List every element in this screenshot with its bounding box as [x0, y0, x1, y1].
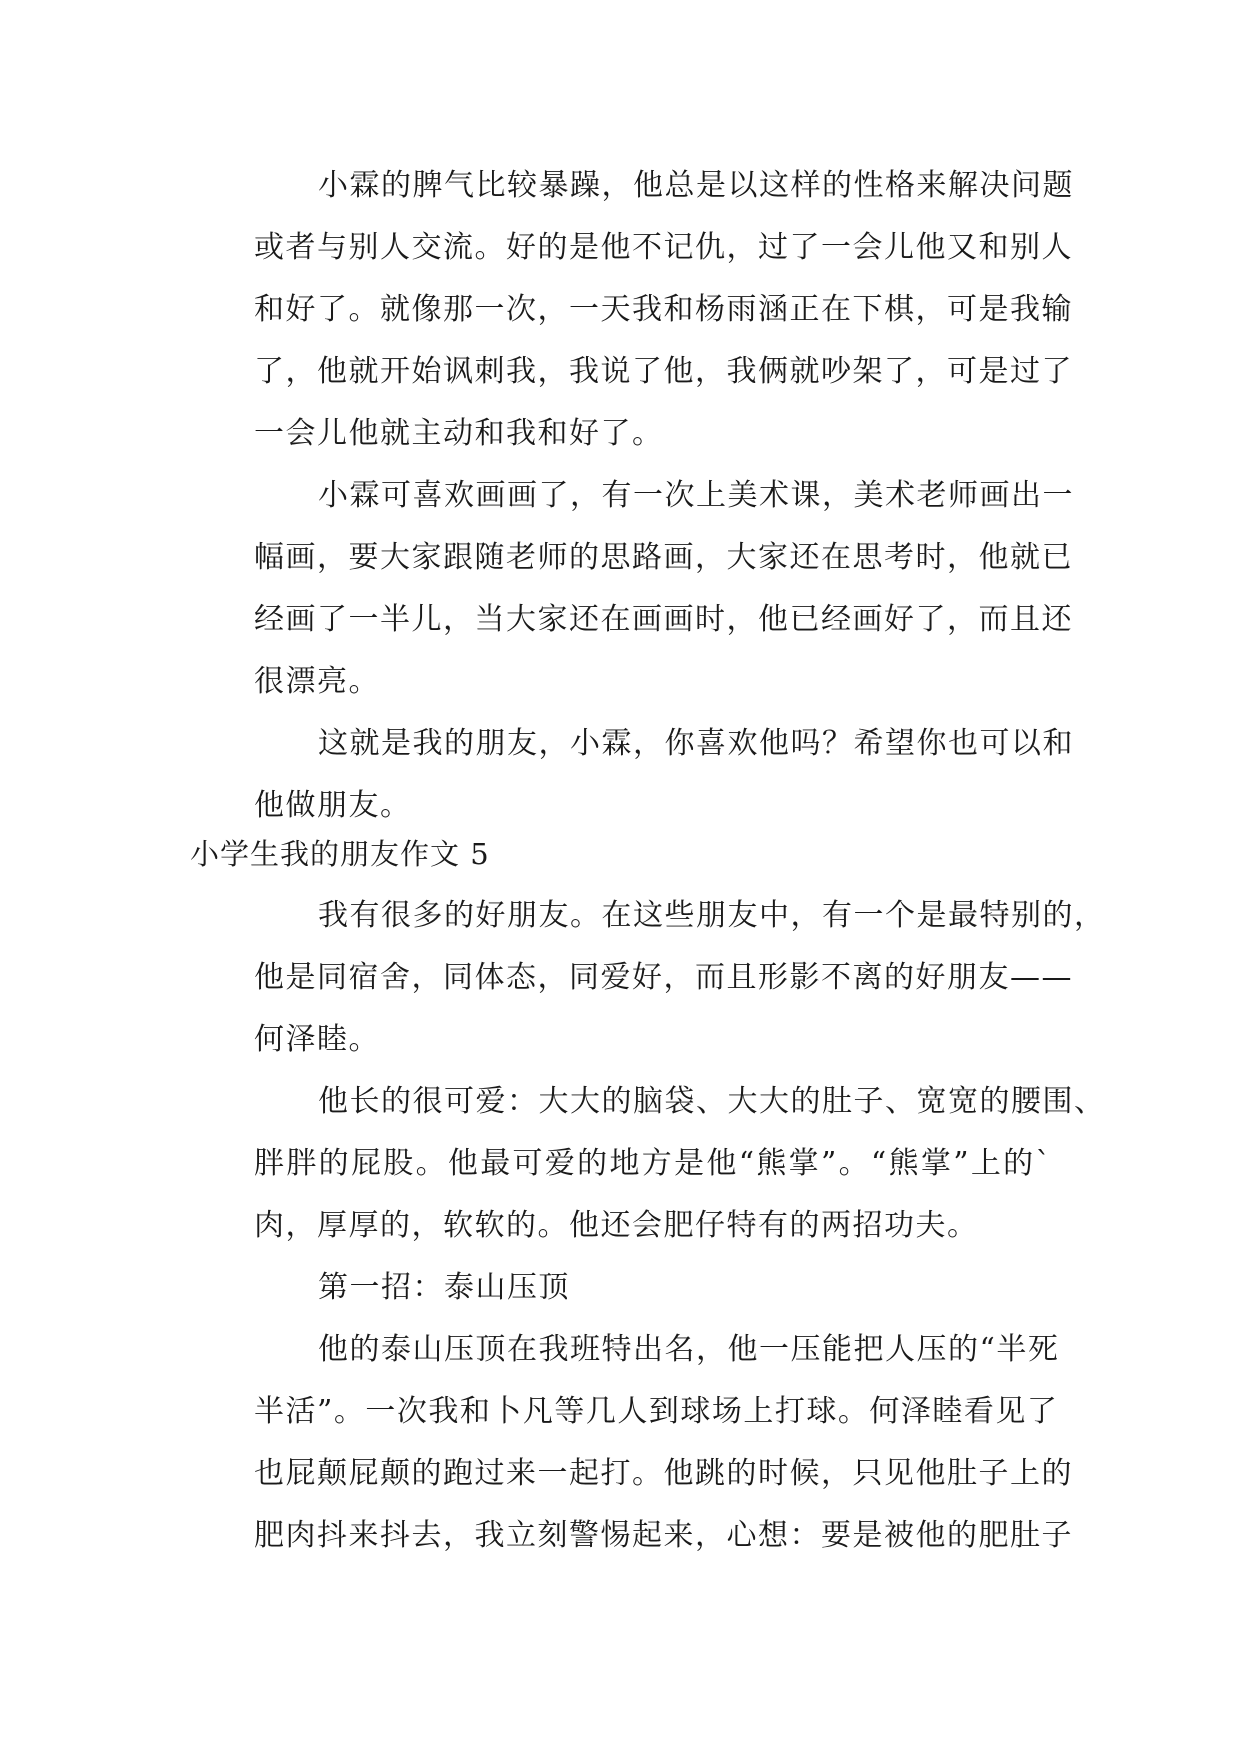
essay-body-top [190, 155, 1074, 837]
section-title: 小学生我的朋友作文 5 [190, 837, 490, 871]
text-line: 也屁颠屁颠的跑过来一起打。他跳的时候，只见他肚子上的 [254, 1456, 1073, 1491]
text-line: 他是同宿舍，同体态，同爱好，而且形影不离的好朋友—— [254, 960, 1073, 995]
paragraph [190, 155, 1074, 465]
text-line: 他的泰山压顶在我班特出名，他一压能把人压的“半死 [318, 1332, 1060, 1367]
paragraph [190, 713, 1074, 837]
text-line: 小霖可喜欢画画了，有一次上美术课，美术老师画出一 [318, 478, 1074, 513]
text-line: 或者与别人交流。好的是他不记仇，过了一会儿他又和别人 [254, 230, 1073, 265]
text-line: 他长的很可爱：大大的脑袋、大大的肚子、宽宽的腰围、 [318, 1084, 1106, 1119]
text-line: 一会儿他就主动和我和好了。 [254, 416, 664, 451]
essay-body-bottom [190, 823, 1106, 1567]
text-line: 小霖的脾气比较暴躁，他总是以这样的性格来解决问题 [318, 168, 1074, 203]
text-line: 我有很多的好朋友。在这些朋友中，有一个是最特别的， [318, 898, 1106, 933]
paragraph [190, 1071, 1106, 1257]
text-line: 第一招：泰山压顶 [318, 1270, 570, 1305]
text-line: 半活”。一次我和卜凡等几人到球场上打球。何泽睦看见了 [254, 1394, 1059, 1429]
text-line: 经画了一半儿，当大家还在画画时，他已经画好了，而且还 [254, 602, 1073, 637]
subheading-paragraph [190, 1257, 1052, 1319]
text-line: 肉，厚厚的，软软的。他还会肥仔特有的两招功夫。 [254, 1208, 979, 1243]
text-line: 了，他就开始讽刺我，我说了他，我俩就吵架了，可是过了 [254, 354, 1073, 389]
paragraph [190, 465, 1074, 713]
text-line: 何泽睦。 [254, 1022, 380, 1057]
paragraph [190, 885, 1106, 1071]
paragraph [190, 1319, 1073, 1567]
text-line: 和好了。就像那一次，一天我和杨雨涵正在下棋，可是我输 [254, 292, 1073, 327]
text-line: 肥肉抖来抖去，我立刻警惕起来，心想：要是被他的肥肚子 [254, 1518, 1073, 1553]
text-line: 这就是我的朋友，小霖，你喜欢他吗？希望你也可以和 [318, 726, 1074, 761]
text-line: 胖胖的屁股。他最可爱的地方是他“熊掌”。“熊掌”上的` [254, 1146, 1052, 1181]
text-line: 幅画，要大家跟随老师的思路画，大家还在思考时，他就已 [254, 540, 1073, 575]
text-line: 他做朋友。 [254, 788, 412, 823]
text-line: 很漂亮。 [254, 664, 380, 699]
